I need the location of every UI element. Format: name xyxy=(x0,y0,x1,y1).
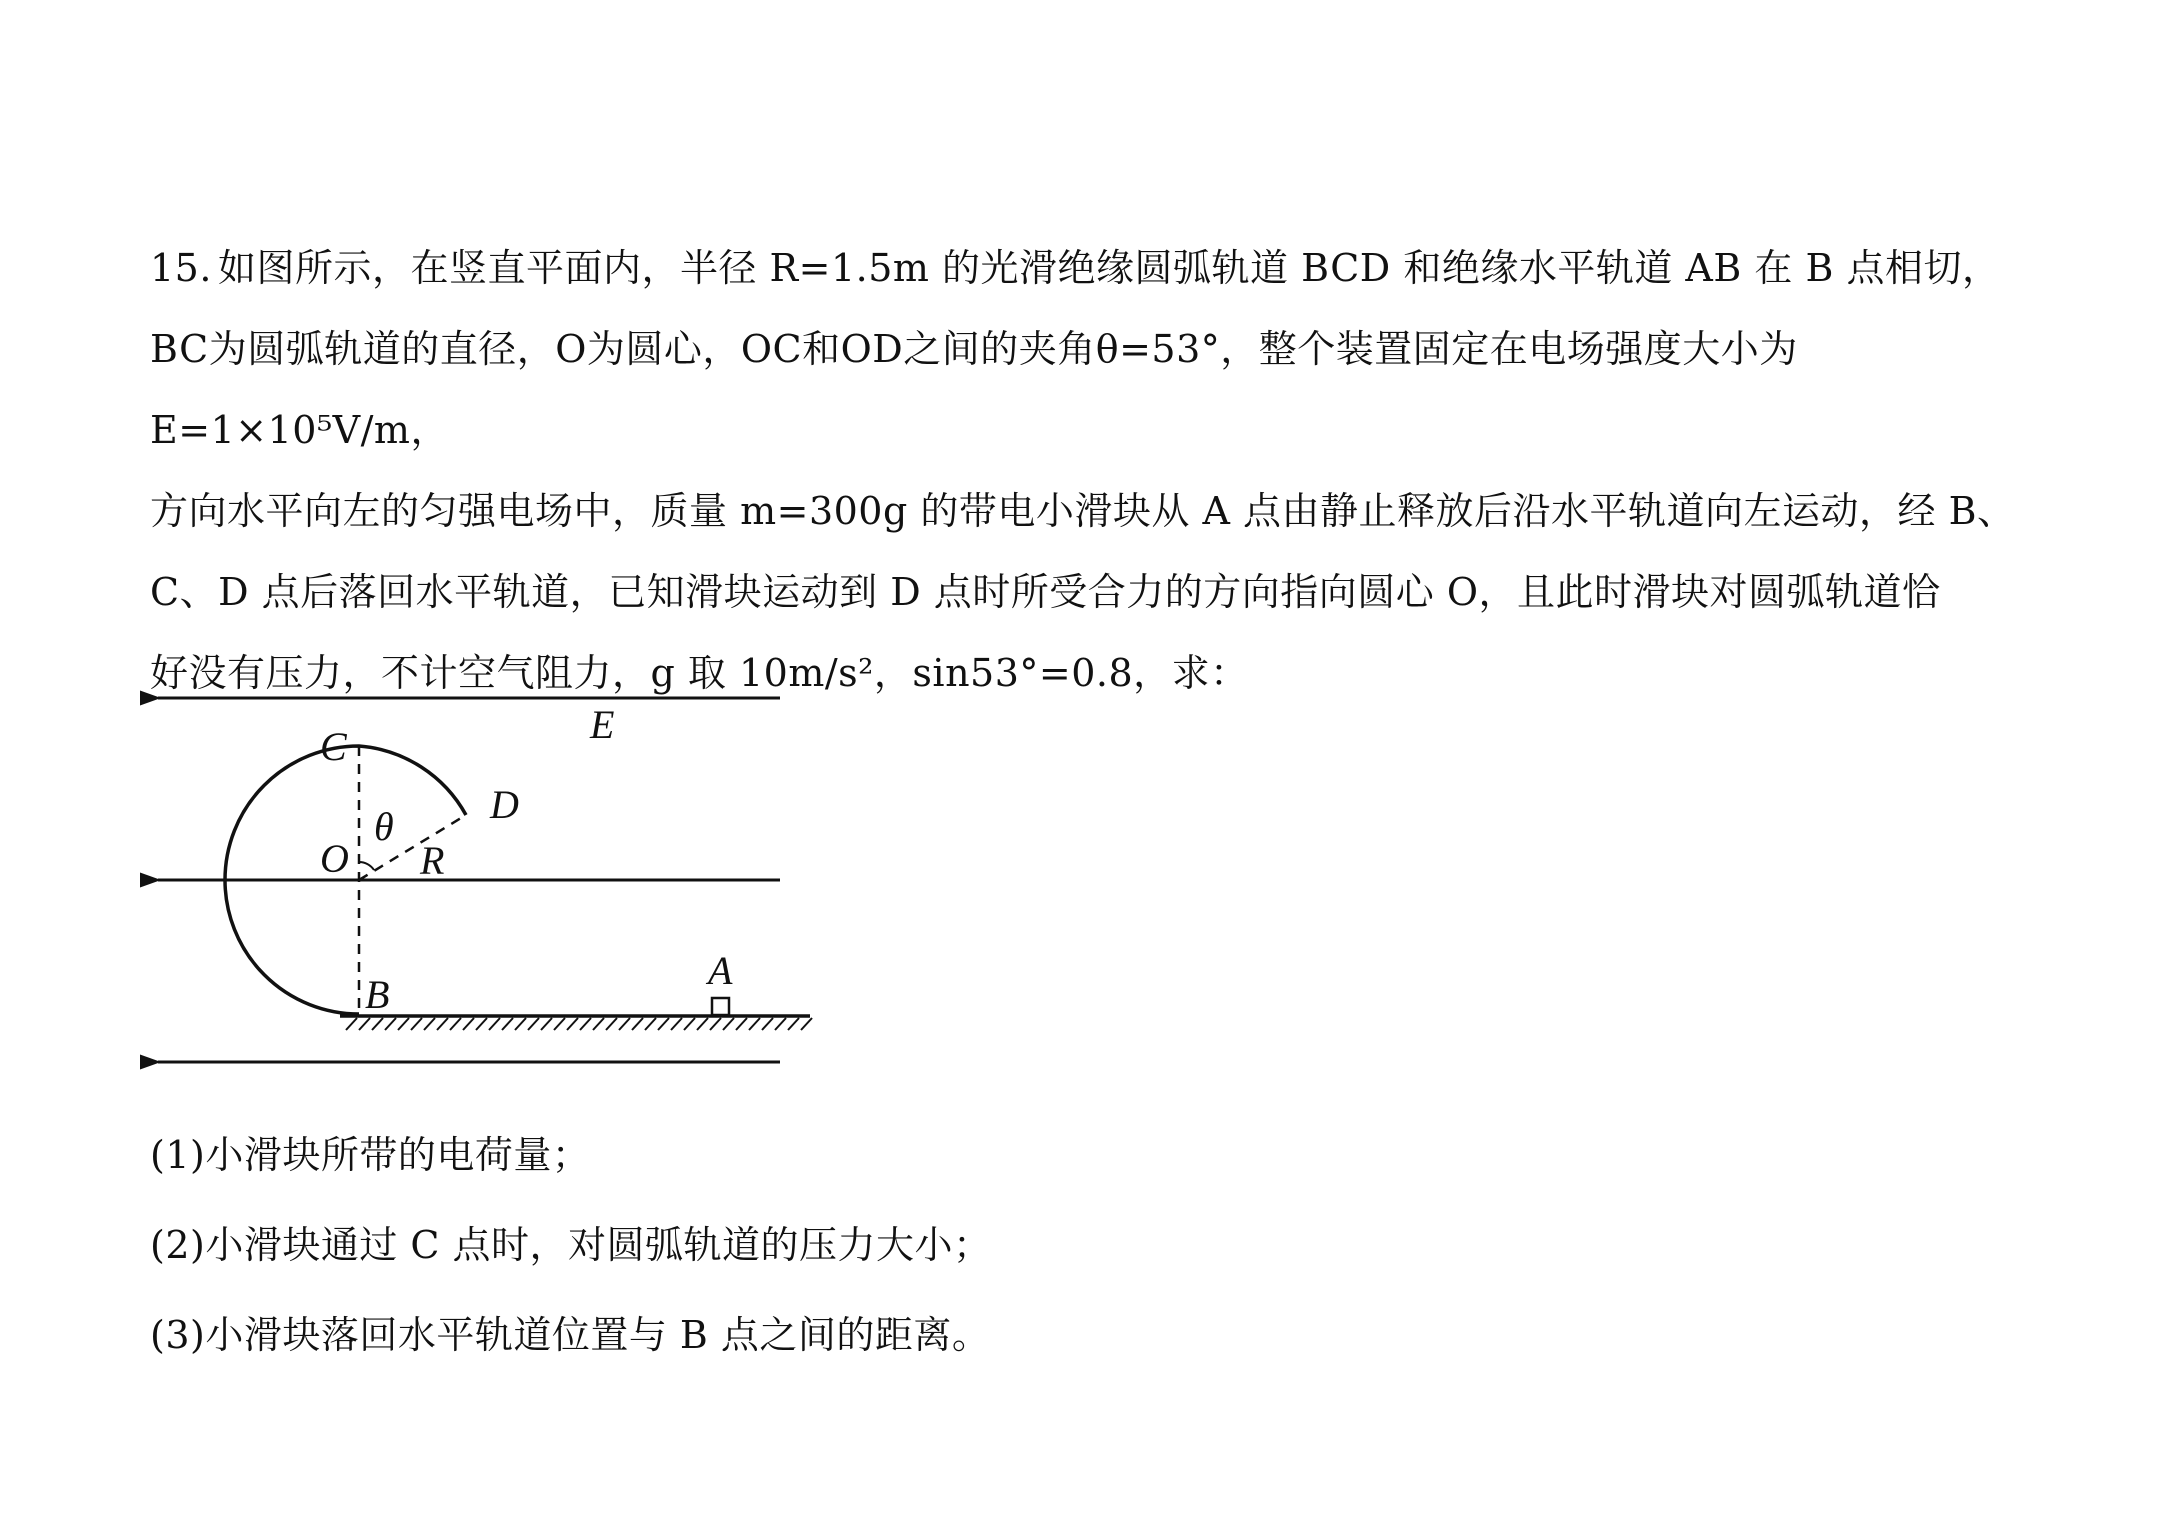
problem-number: 15. xyxy=(150,246,212,290)
label-point-c: C xyxy=(320,724,347,769)
hatch-mark xyxy=(645,1018,656,1030)
hatch-mark xyxy=(502,1018,513,1030)
hatch-mark xyxy=(632,1018,643,1030)
problem-line-1 xyxy=(150,228,2030,309)
hatch-mark xyxy=(476,1018,487,1030)
hatch-mark xyxy=(567,1018,578,1030)
problem-line-2: BC为圆弧轨道的直径，O为圆心，OC和OD之间的夹角θ=53°，整个装置固定在电场强度大小为E=1×10⁵V/m， xyxy=(150,327,1798,452)
hatch-mark xyxy=(580,1018,591,1030)
hatch-mark xyxy=(424,1018,435,1030)
problem-text-1: 如图所示，在竖直平面内，半径 R=1.5m 的光滑绝缘圆弧轨道 BCD 和绝缘水平轨道 AB 在 B 点相切， xyxy=(217,246,2001,290)
hatch-mark xyxy=(801,1018,812,1030)
hatch-mark xyxy=(788,1018,799,1030)
hatch-mark xyxy=(541,1018,552,1030)
problem-line-3: 方向水平向左的匀强电场中，质量 m=300g 的带电小滑块从 A 点由静止释放后沿水平轨道向左运动，经 B、 xyxy=(150,489,2016,533)
hatch-mark xyxy=(346,1018,357,1030)
hatch-mark xyxy=(528,1018,539,1030)
hatch-mark xyxy=(385,1018,396,1030)
hatch-mark xyxy=(450,1018,461,1030)
hatch-mark xyxy=(736,1018,747,1030)
question-list xyxy=(150,1110,992,1380)
question-3: (3)小滑块落回水平轨道位置与 B 点之间的距离。 xyxy=(150,1313,991,1357)
hatch-mark xyxy=(697,1018,708,1030)
hatch-mark xyxy=(619,1018,630,1030)
physics-diagram xyxy=(140,670,820,1090)
question-1: (1)小滑块所带的电荷量； xyxy=(150,1133,591,1177)
hatch-mark xyxy=(606,1018,617,1030)
hatch-mark xyxy=(658,1018,669,1030)
question-2: (2)小滑块通过 C 点时，对圆弧轨道的压力大小； xyxy=(150,1223,992,1267)
hatch-mark xyxy=(710,1018,721,1030)
hatch-mark xyxy=(515,1018,526,1030)
hatch-mark xyxy=(359,1018,370,1030)
angle-arc-theta xyxy=(359,862,374,870)
hatch-mark xyxy=(671,1018,682,1030)
hatch-mark xyxy=(723,1018,734,1030)
hatch-mark xyxy=(437,1018,448,1030)
label-radius-r: R xyxy=(420,838,445,883)
hatch-mark xyxy=(684,1018,695,1030)
problem-statement xyxy=(150,228,2030,714)
label-field-e: E xyxy=(590,702,615,747)
hatch-mark xyxy=(554,1018,565,1030)
slider-block-a xyxy=(712,998,729,1015)
hatch-mark xyxy=(489,1018,500,1030)
hatch-mark xyxy=(762,1018,773,1030)
hatch-mark xyxy=(411,1018,422,1030)
hatch-mark xyxy=(749,1018,760,1030)
label-point-b: B xyxy=(365,972,390,1017)
hatch-mark xyxy=(463,1018,474,1030)
hatch-mark xyxy=(593,1018,604,1030)
hatch-mark xyxy=(775,1018,786,1030)
hatch-mark xyxy=(372,1018,383,1030)
hatch-mark xyxy=(398,1018,409,1030)
label-angle-theta: θ xyxy=(374,804,394,849)
ground-hatching xyxy=(346,1018,812,1030)
label-point-d: D xyxy=(490,782,519,827)
label-center-o: O xyxy=(320,836,349,881)
label-point-a: A xyxy=(708,948,733,993)
problem-line-4: C、D 点后落回水平轨道，已知滑块运动到 D 点时所受合力的方向指向圆心 O，且此时滑块对圆弧轨道恰 xyxy=(150,570,1941,614)
problem-line-5: 好没有压力，不计空气阻力，g 取 10m/s²，sin53°=0.8，求： xyxy=(150,651,1249,695)
